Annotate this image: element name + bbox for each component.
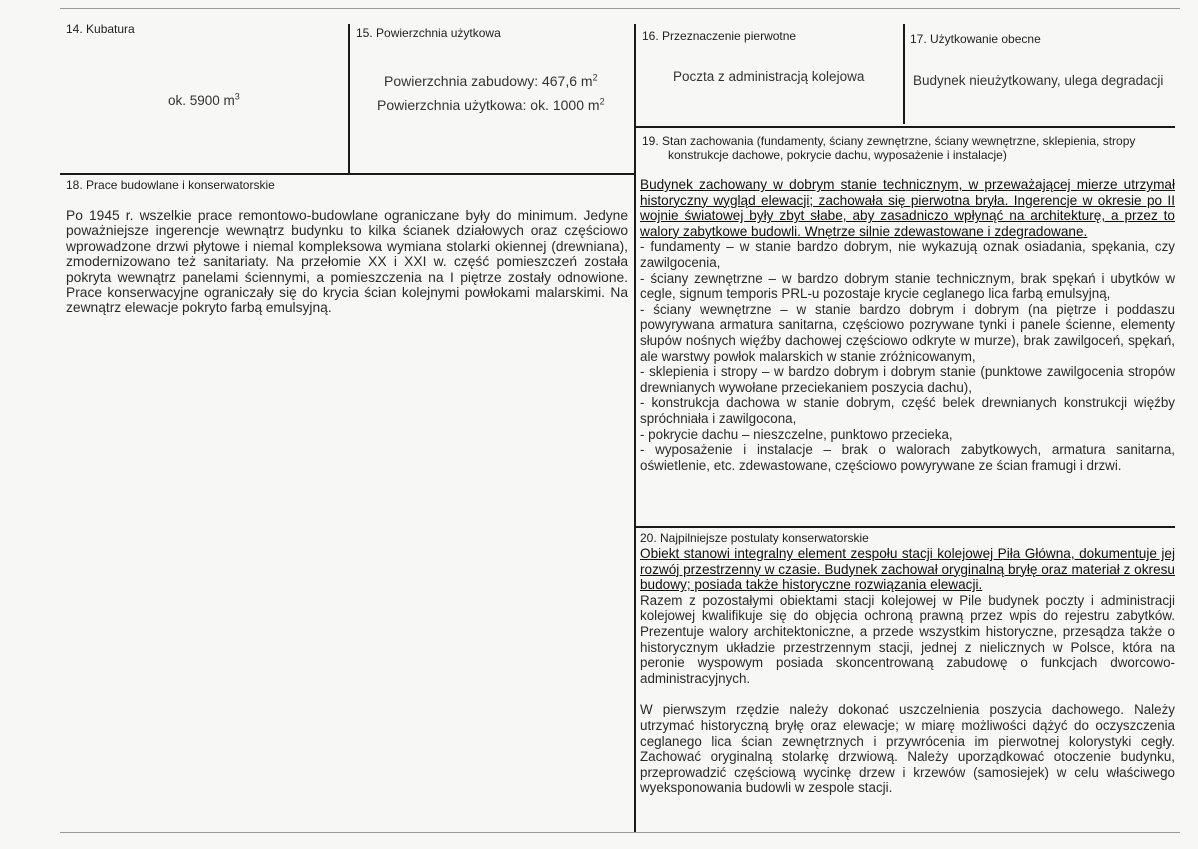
field-17-value: Budynek nieużytkowany, ulega degradacji (913, 73, 1164, 88)
field-20-label: 20. Najpilniejsze postulaty konserwatorskie (640, 531, 869, 545)
field-16-label: 16. Przeznaczenie pierwotne (642, 29, 797, 43)
field-14-label: 14. Kubatura (66, 22, 135, 36)
field-19-item-pokrycie-dachu: - pokrycie dachu – nieszczelne, punktowo przecieka, (640, 426, 953, 442)
field-15-label: 15. Powierzchnia użytkowa (356, 26, 501, 40)
divider-16-17 (903, 24, 905, 124)
bottom-border (60, 832, 1180, 833)
field-20-body (640, 546, 1175, 810)
divider-row-right-1 (634, 126, 1175, 128)
field-19-item-sciany-zewnetrzne: - ściany zewnętrzne – w bardzo dobrym stanie technicznym, brak spękań i ubytków w cegle, signum temporis PRL-u pozostaje krycie ceglanego lica farbą emulsyjną, (640, 270, 1175, 302)
field-20-summary: Obiekt stanowi integralny element zespołu stacji kolejowej Piła Główna, dokumentuje jej rozwój przestrzenny w czasie. Budynek zachował oryginalną bryłę oraz materiał z okresu budowy; posiada także historyczne rozwiązania elewacji. (640, 546, 1175, 593)
field-15-line2: Powierzchnia użytkowa: ok. 1000 $m^2$ (377, 96, 605, 113)
field-19-item-sciany-wewnetrzne: - ściany wewnętrzne – w stanie bardzo dobrym i dobrym (na piętrze i poddaszu powyrywana armatura sanitarna, częściowo pozrywane tynki i panele ścienne, elementy słupów nośnych więźby dachowej częściowo odkryte w murze), brak zawilgoceń, spękań, ale warstwy powłok malarskich w stanie zróżnicowanym, (640, 301, 1175, 364)
field-20-paragraph-2: W pierwszym rzędzie należy dokonać uszczelnienia poszycia dachowego. Należy utrzymać historyczną bryłę oraz elewacje; w miarę możliwości dążyć do oczyszczenia ceglanego lica ścian zewnętrznych i przywrócenia im pierwotnej kolorystyki cegły. Zachować oryginalną stolarkę drzwiową. Należy uporządkować otoczenie budynku, przeprowadzić częściową wycinkę drzew i krzewów (samosiejek) w celu właściwego wyeksponowania budowli w zespole stacji. (640, 702, 1175, 796)
field-18-text: Po 1945 r. wszelkie prace remontowo-budowlane ograniczane były do minimum. Jedyne poważniejsze ingerencje wewnątrz budynku to kilka ścianek działowych oraz częściowo wprowadzone drzwi płytowe i niemal kompleksowa wymiana stolarki okiennej (drewniana), zmodernizowano też sanitariaty. Na przełomie XX i XXI w. część pomieszczeń została pokryta wewnątrz panelami ściennymi, a pomieszczenia na I piętrze zostały odnowione. Prace konserwacyjne ograniczały się do krycia ścian kolejnymi powłokami malarskimi. Na zewnątrz elewacje pokryto farbą emulsyjną. (66, 208, 628, 316)
field-17-label: 17. Użytkowanie obecne (910, 32, 1041, 46)
field-15-line1: Powierzchnia zabudowy: 467,6 $m^2$ (384, 72, 598, 89)
field-16-value: Poczta z administracją kolejowa (673, 69, 865, 84)
divider-row-right-2 (634, 526, 1175, 528)
field-19-item-sklepienia: - sklepienia i stropy – w bardzo dobrym i dobrym stanie (punktowe zawilgocenia stropów drewnianych wywołane przeciekaniem poszycia dachu), (640, 364, 1175, 395)
field-19-body (640, 177, 1175, 509)
field-14-value: ok. 5900 $m^3$ (168, 91, 240, 108)
divider-14-15 (348, 24, 350, 174)
field-19-label: 19. Stan zachowania (fundamenty, ściany zewnętrzne, ściany wewnętrzne, sklepienia, stropy konstrukcje dachowe, pokrycie dachu, wyposażenie i instalacje) (642, 134, 1136, 162)
field-19-summary: Budynek zachowany w dobrym stanie technicznym, w przeważającej mierze utrzymał historyczny wygląd elewacji; zachowała się pierwotna bryła. Ingerencje w okresie po II wojnie światowej były zbyt słabe, aby zasadniczo wpłynąć na architekturę, a przez to walory zabytkowe budowli. Wnętrze silnie zdewastowane i zdegradowane. (640, 177, 1175, 239)
field-19-item-konstrukcja-dachowa: - konstrukcja dachowa w stanie dobrym, część belek drewnianych konstrukcji więźby spróchniała i zawilgocona, (640, 395, 1175, 426)
top-border (60, 8, 1180, 9)
field-18-label: 18. Prace budowlane i konserwatorskie (66, 178, 275, 192)
divider-main (634, 24, 636, 832)
field-20-paragraph-1: Razem z pozostałymi obiektami stacji kolejowej w Pile budynek poczty i administracji kolejowej kwalifikuje się do objęcia ochroną prawną przez wpis do rejestru zabytków. Prezentuje walory architektoniczne, a przede wszystkim historyczne, przesądza także o historycznym układzie przestrzennym stacji, jednej z nielicznych w Polsce, która na peronie wyspowym posiada skoncentrowaną zabudowę o funkcjach dworcowo-administracyjnych. (640, 592, 1175, 686)
field-19-item-wyposazenie: - wyposażenie i instalacje – brak o walorach zabytkowych, armatura sanitarna, oświetlenie, etc. zdewastowane, częściowo powyrywane ze ścian framugi i drzwi. (640, 442, 1175, 473)
field-19-item-fundamenty: - fundamenty – w stanie bardzo dobrym, nie wykazują oznak osiadania, spękania, czy zawilgocenia, (640, 239, 1175, 270)
divider-row-left (60, 173, 635, 175)
